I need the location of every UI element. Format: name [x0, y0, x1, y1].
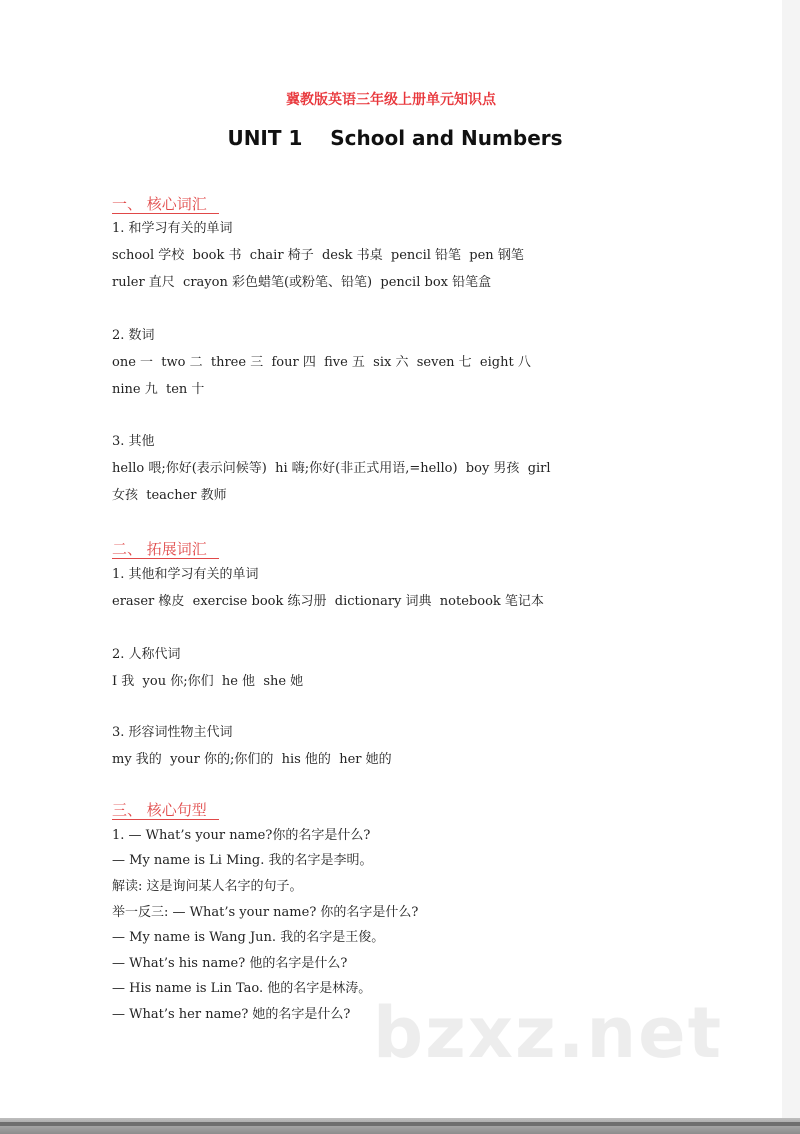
page-edge-shadow	[782, 0, 800, 1118]
vocab-line: ruler 直尺 crayon 彩色蜡笔(或粉笔、铅笔) pencil box 铅笔盒	[112, 275, 492, 290]
sentence-line: 1. — What’s your name?你的名字是什么?	[112, 828, 371, 843]
sentence-line: — What’s her name? 她的名字是什么?	[112, 1007, 351, 1022]
group-title: 3. 其他	[112, 434, 155, 449]
vocab-line: school 学校 book 书 chair 椅子 desk 书桌 pencil 铅笔 pen 钢笔	[112, 248, 524, 263]
vocab-line: eraser 橡皮 exercise book 练习册 dictionary 词典 notebook 笔记本	[112, 594, 544, 609]
unit-title: UNIT 1 School and Numbers	[227, 126, 563, 150]
sentence-line: — My name is Li Ming. 我的名字是李明。	[112, 853, 373, 868]
sentence-line: — My name is Wang Jun. 我的名字是王俊。	[112, 930, 385, 945]
group-title: 2. 人称代词	[112, 647, 181, 662]
document-title: 冀教版英语三年级上册单元知识点	[286, 92, 496, 108]
vocab-line: nine 九 ten 十	[112, 382, 205, 397]
section-heading-core-sentences: 三、 核心句型	[112, 801, 219, 820]
vocab-line: hello 喂;你好(表示问候等) hi 嗨;你好(非正式用语,=hello) boy 男孩 girl	[112, 461, 551, 476]
vocab-line: one 一 two 二 three 三 four 四 five 五 six 六 seven 七 eight 八	[112, 355, 531, 370]
watermark: bzxz.net	[373, 992, 724, 1074]
group-title: 1. 和学习有关的单词	[112, 221, 233, 236]
scrollbar-track	[0, 1122, 800, 1126]
sentence-line: 举一反三: — What’s your name? 你的名字是什么?	[112, 905, 419, 920]
group-title: 3. 形容词性物主代词	[112, 725, 233, 740]
section-heading-core-vocabulary: 一、 核心词汇	[112, 195, 219, 214]
vocab-line: 女孩 teacher 教师	[112, 488, 227, 503]
sentence-line: — What’s his name? 他的名字是什么?	[112, 956, 348, 971]
vocab-line: I 我 you 你;你们 he 他 she 她	[112, 674, 304, 689]
bottom-scrollbar[interactable]	[0, 1118, 800, 1134]
group-title: 2. 数词	[112, 328, 155, 343]
sentence-line: 解读: 这是询问某人名字的句子。	[112, 879, 303, 894]
section-heading-extended-vocabulary: 二、 拓展词汇	[112, 540, 219, 559]
group-title: 1. 其他和学习有关的单词	[112, 567, 259, 582]
vocab-line: my 我的 your 你的;你们的 his 他的 her 她的	[112, 752, 392, 767]
sentence-line: — His name is Lin Tao. 他的名字是林涛。	[112, 981, 372, 996]
